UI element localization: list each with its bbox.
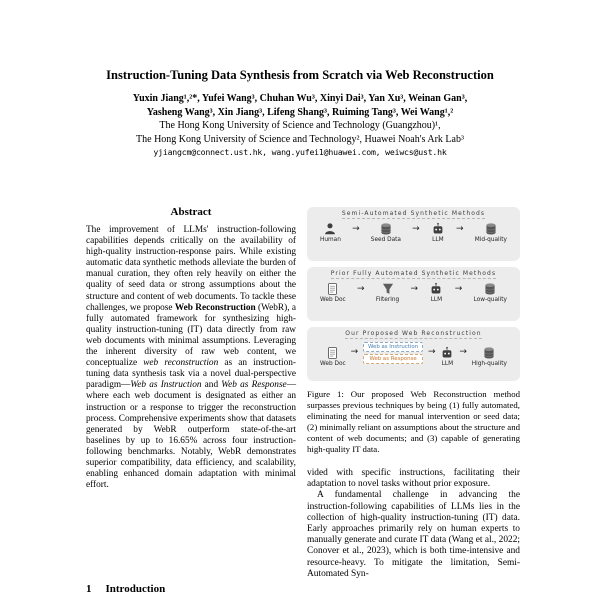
- human-node: [320, 222, 341, 243]
- authors-line-1: Yuxin Jiang¹,²*, Yufei Wang³, Chuhan Wu³, Xinyi Dai³, Yan Xu³, Weinan Gan³,: [132, 93, 468, 104]
- node-label: Mid-quality: [474, 237, 507, 243]
- arrow-icon: →: [459, 347, 467, 357]
- filtering-node: [376, 282, 399, 303]
- body-text: [307, 468, 520, 580]
- web-doc-node: [320, 282, 346, 303]
- body-paragraph: vided with specific instructions, facilitating their adaptation to novel tasks without prior exposure.: [307, 468, 520, 490]
- authors-line-2: Yasheng Wang³, Xin Jiang³, Lifeng Shang³, Ruiming Tang³, Wei Wang¹,²: [146, 106, 454, 118]
- panel-title: Semi-Automated Synthetic Methods: [341, 210, 486, 217]
- left-column: [86, 206, 296, 491]
- arrow-icon: →: [350, 347, 359, 357]
- node-label: Seed Data: [370, 237, 401, 243]
- author-block: [45, 92, 555, 160]
- node-label: LLM: [432, 237, 444, 243]
- llm-node: [429, 282, 443, 303]
- seed-data-node: [371, 222, 401, 243]
- web-document-icon: [326, 282, 339, 296]
- database-icon: [482, 346, 496, 360]
- panel-title: Our Proposed Web Reconstruction: [345, 330, 482, 337]
- person-icon: [323, 222, 337, 236]
- node-label: LLM: [430, 297, 443, 303]
- body-paragraph: A fundamental challenge in advancing the instruction-following capabilities of LLMs lies in the collection of high-quality instruction-tuning (IT) data. Early approaches primarily rely on human experts to manually generate and curate IT data (Wang et al., 2022; Conover et al., 2023), which is both time-intensive and resource-heavy. To mitigate the limitation, Semi-Automated Syn-: [307, 490, 520, 579]
- web-document-icon: [326, 346, 339, 360]
- node-label: LLM: [441, 360, 454, 367]
- section-heading-introduction: [86, 583, 165, 595]
- node-label: Human: [320, 237, 341, 243]
- section-title: Introduction: [105, 583, 166, 595]
- robot-llm-icon: [429, 282, 443, 296]
- robot-llm-icon: [431, 222, 445, 236]
- node-label: Filtering: [375, 297, 400, 303]
- arrow-icon: →: [428, 347, 436, 357]
- arrow-icon: →: [352, 223, 360, 234]
- abstract-heading: Abstract: [170, 206, 212, 218]
- node-label: Low-quality: [473, 297, 507, 303]
- arrow-icon: →: [412, 223, 420, 234]
- section-number: 1: [86, 583, 92, 595]
- panel-title: Prior Fully Automated Synthetic Methods: [330, 270, 497, 277]
- abstract-text: The improvement of LLMs' instruction-following capabilities depends critically on the availability of high-quality instruction-response pairs. While existing automatic data synthetic methods alleviate the burden of manual curation, they often rely heavily on either the quality of seed data or strong assumptions about the structure and content of web documents. To tackle these challenges, we propose Web Reconstruction (WebR), a fully automated framework for synthesizing high-quality instruction-tuning (IT) data directly from raw web documents with minimal assumptions. Leveraging the inherent diversity of raw web content, we conceptualize web reconstruction as an instruction-tuning data synthesis task via a novel dual-perspective paradigm—Web as Instruction and Web as Response—where each web document is designated as either an instruction or a response to trigger the reconstruction process. Comprehensive experiments show that datasets generated by WebR outperform state-of-the-art baselines by up to 16.65% across four instruction-following benchmarks. Notably, WebR demonstrates superior compatibility, data efficiency, and scalability, enabling enhanced domain adaptation with minimal effort.: [86, 225, 297, 491]
- filter-funnel-icon: [381, 282, 395, 296]
- web-reconstruction-boxes: [363, 342, 423, 364]
- llm-node: [440, 346, 454, 367]
- figure-1: [307, 207, 520, 455]
- right-column: [307, 207, 520, 580]
- database-icon: [483, 282, 497, 296]
- llm-node: [431, 222, 445, 243]
- web-as-instruction-box: Web as Instruction: [363, 342, 423, 352]
- emails-line: yjiangcm@connect.ust.hk, wang.yufei1@huawei.com, weiwcs@ust.hk: [153, 147, 447, 157]
- low-quality-node: [474, 282, 507, 303]
- paper-title: Instruction-Tuning Data Synthesis from Scratch via Web Reconstruction: [106, 68, 494, 82]
- web-doc-node: [320, 346, 346, 367]
- web-as-response-box: Web as Response: [363, 354, 423, 364]
- node-label: High-quality: [471, 360, 507, 367]
- affiliation-line-2: The Hong Kong University of Science and Technology², Huawei Noah's Ark Lab³: [136, 133, 464, 145]
- figure-panel-fully-automated: [307, 267, 520, 321]
- arrow-icon: →: [410, 283, 419, 294]
- arrow-icon: →: [456, 223, 464, 234]
- affiliation-line-1: The Hong Kong University of Science and Technology (Guangzhou)¹,: [159, 120, 441, 131]
- robot-llm-icon: [440, 346, 454, 360]
- figure-panel-web-reconstruction: [307, 327, 520, 381]
- figure-panel-semi-automated: [307, 207, 520, 261]
- arrow-icon: →: [357, 283, 365, 294]
- mid-quality-node: [475, 222, 507, 243]
- arrow-icon: →: [454, 283, 463, 294]
- high-quality-node: [472, 346, 507, 367]
- database-icon: [484, 222, 498, 236]
- figure-caption: Figure 1: Our proposed Web Reconstruction method surpasses previous techniques by being (1) fully automated, eliminating the need for manual intervention or seed data; (2) minimally reliant on assumptions about the structure and content of web documents; and (3) capable of generating high-quality IT data.: [307, 389, 520, 454]
- database-icon: [379, 222, 393, 236]
- node-label: Web Doc: [320, 297, 346, 303]
- node-label: Web Doc: [320, 360, 346, 367]
